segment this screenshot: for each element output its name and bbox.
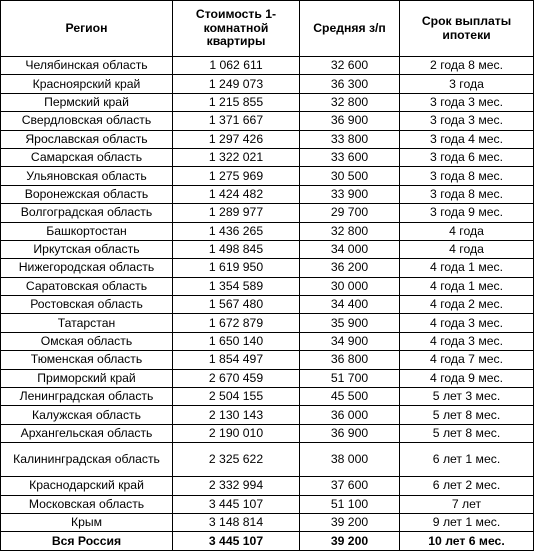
table-row <box>1 351 534 369</box>
cell-salary: 37 600 <box>300 477 400 495</box>
cell-term: 5 лет 8 мес. <box>400 406 534 424</box>
cell-salary: 35 900 <box>300 314 400 332</box>
cell-salary: 36 300 <box>300 75 400 93</box>
cell-region: Омская область <box>1 332 173 350</box>
cell-salary: 32 600 <box>300 57 400 75</box>
cell-term: 4 года 1 мес. <box>400 259 534 277</box>
cell-region: Иркутская область <box>1 240 173 258</box>
table-row <box>1 406 534 424</box>
cell-cost: 1 672 879 <box>173 314 300 332</box>
total-cell-cost: 3 445 107 <box>173 532 300 550</box>
cell-term: 5 лет 3 мес. <box>400 388 534 406</box>
total-cell-salary: 39 200 <box>300 532 400 550</box>
cell-term: 3 года 6 мес. <box>400 148 534 166</box>
table-row <box>1 112 534 130</box>
cell-term: 9 лет 1 мес. <box>400 513 534 531</box>
table-row <box>1 259 534 277</box>
table-row <box>1 57 534 75</box>
table-row <box>1 277 534 295</box>
cell-salary: 36 800 <box>300 351 400 369</box>
cell-cost: 1 371 667 <box>173 112 300 130</box>
cell-term: 4 года 7 мес. <box>400 351 534 369</box>
cell-cost: 1 650 140 <box>173 332 300 350</box>
table-row <box>1 130 534 148</box>
cell-cost: 2 504 155 <box>173 388 300 406</box>
cell-cost: 1 297 426 <box>173 130 300 148</box>
cell-region: Ульяновская область <box>1 167 173 185</box>
cell-term: 3 года 3 мес. <box>400 112 534 130</box>
cell-cost: 1 498 845 <box>173 240 300 258</box>
total-cell-region: Вся Россия <box>1 532 173 550</box>
cell-salary: 29 700 <box>300 204 400 222</box>
cell-cost: 1 436 265 <box>173 222 300 240</box>
header-term: Срок выплаты ипотеки <box>400 1 534 57</box>
table-row <box>1 369 534 387</box>
cell-salary: 34 900 <box>300 332 400 350</box>
table-row <box>1 296 534 314</box>
cell-salary: 38 000 <box>300 443 400 477</box>
cell-region: Саратовская область <box>1 277 173 295</box>
table-row <box>1 443 534 477</box>
cell-salary: 36 000 <box>300 406 400 424</box>
table-header <box>1 1 534 57</box>
cell-salary: 34 000 <box>300 240 400 258</box>
table-row <box>1 240 534 258</box>
cell-salary: 33 600 <box>300 148 400 166</box>
cell-term: 3 года 8 мес. <box>400 185 534 203</box>
cell-term: 4 года 1 мес. <box>400 277 534 295</box>
table-row <box>1 477 534 495</box>
cell-term: 2 года 8 мес. <box>400 57 534 75</box>
cell-region: Волгоградская область <box>1 204 173 222</box>
table-row <box>1 204 534 222</box>
cell-region: Нижегородская область <box>1 259 173 277</box>
cell-salary: 33 800 <box>300 130 400 148</box>
table-row <box>1 388 534 406</box>
cell-salary: 36 900 <box>300 112 400 130</box>
cell-term: 3 года 3 мес. <box>400 93 534 111</box>
cell-cost: 2 130 143 <box>173 406 300 424</box>
table-row <box>1 513 534 531</box>
cell-term: 3 года 8 мес. <box>400 167 534 185</box>
cell-term: 7 лет <box>400 495 534 513</box>
cell-region: Краснодарский край <box>1 477 173 495</box>
cell-cost: 1 424 482 <box>173 185 300 203</box>
table-row <box>1 75 534 93</box>
cell-term: 4 года 2 мес. <box>400 296 534 314</box>
cell-region: Ярославская область <box>1 130 173 148</box>
cell-cost: 2 325 622 <box>173 443 300 477</box>
cell-term: 4 года <box>400 240 534 258</box>
cell-cost: 2 332 994 <box>173 477 300 495</box>
cell-salary: 34 400 <box>300 296 400 314</box>
cell-term: 6 лет 2 мес. <box>400 477 534 495</box>
cell-region: Московская область <box>1 495 173 513</box>
cell-region: Красноярский край <box>1 75 173 93</box>
cell-term: 3 года <box>400 75 534 93</box>
cell-term: 4 года <box>400 222 534 240</box>
table-row <box>1 148 534 166</box>
cell-term: 4 года 3 мес. <box>400 314 534 332</box>
cell-salary: 39 200 <box>300 513 400 531</box>
cell-salary: 36 200 <box>300 259 400 277</box>
cell-region: Ростовская область <box>1 296 173 314</box>
cell-cost: 1 567 480 <box>173 296 300 314</box>
cell-region: Татарстан <box>1 314 173 332</box>
cell-term: 3 года 9 мес. <box>400 204 534 222</box>
cell-term: 4 года 3 мес. <box>400 332 534 350</box>
cell-salary: 32 800 <box>300 222 400 240</box>
header-row <box>1 1 534 57</box>
total-cell-term: 10 лет 6 мес. <box>400 532 534 550</box>
cell-region: Пермский край <box>1 93 173 111</box>
cell-region: Ленинградская область <box>1 388 173 406</box>
cell-cost: 1 275 969 <box>173 167 300 185</box>
cell-term: 5 лет 8 мес. <box>400 424 534 442</box>
header-salary: Средняя з/п <box>300 1 400 57</box>
cell-term: 6 лет 1 мес. <box>400 443 534 477</box>
cell-cost: 1 619 950 <box>173 259 300 277</box>
cell-region: Архангельская область <box>1 424 173 442</box>
cell-region: Башкортостан <box>1 222 173 240</box>
cell-cost: 3 445 107 <box>173 495 300 513</box>
cell-cost: 3 148 814 <box>173 513 300 531</box>
table-row <box>1 314 534 332</box>
cell-region: Самарская область <box>1 148 173 166</box>
cell-salary: 30 000 <box>300 277 400 295</box>
table-row <box>1 332 534 350</box>
cell-cost: 1 215 855 <box>173 93 300 111</box>
cell-term: 3 года 4 мес. <box>400 130 534 148</box>
cell-region: Челябинская область <box>1 57 173 75</box>
cell-salary: 36 900 <box>300 424 400 442</box>
total-row <box>1 532 534 550</box>
cell-cost: 1 322 021 <box>173 148 300 166</box>
cell-salary: 32 800 <box>300 93 400 111</box>
cell-cost: 1 062 611 <box>173 57 300 75</box>
cell-cost: 1 289 977 <box>173 204 300 222</box>
cell-term: 4 года 9 мес. <box>400 369 534 387</box>
header-region: Регион <box>1 1 173 57</box>
cell-region: Калининградская область <box>1 443 173 477</box>
table-body <box>1 57 534 551</box>
cell-region: Калужская область <box>1 406 173 424</box>
cell-cost: 1 854 497 <box>173 351 300 369</box>
cell-cost: 2 670 459 <box>173 369 300 387</box>
cell-region: Приморский край <box>1 369 173 387</box>
cell-salary: 51 100 <box>300 495 400 513</box>
header-cost: Стоимость 1-комнатной квартиры <box>173 1 300 57</box>
cell-salary: 30 500 <box>300 167 400 185</box>
cell-cost: 1 249 073 <box>173 75 300 93</box>
cell-salary: 45 500 <box>300 388 400 406</box>
table-row <box>1 93 534 111</box>
table-row <box>1 167 534 185</box>
table-row <box>1 495 534 513</box>
cell-salary: 33 900 <box>300 185 400 203</box>
cell-region: Воронежская область <box>1 185 173 203</box>
cell-region: Крым <box>1 513 173 531</box>
cell-cost: 2 190 010 <box>173 424 300 442</box>
cell-region: Тюменская область <box>1 351 173 369</box>
table-row <box>1 185 534 203</box>
cell-salary: 51 700 <box>300 369 400 387</box>
table-row <box>1 424 534 442</box>
table-row <box>1 222 534 240</box>
cell-region: Свердловская область <box>1 112 173 130</box>
cell-cost: 1 354 589 <box>173 277 300 295</box>
